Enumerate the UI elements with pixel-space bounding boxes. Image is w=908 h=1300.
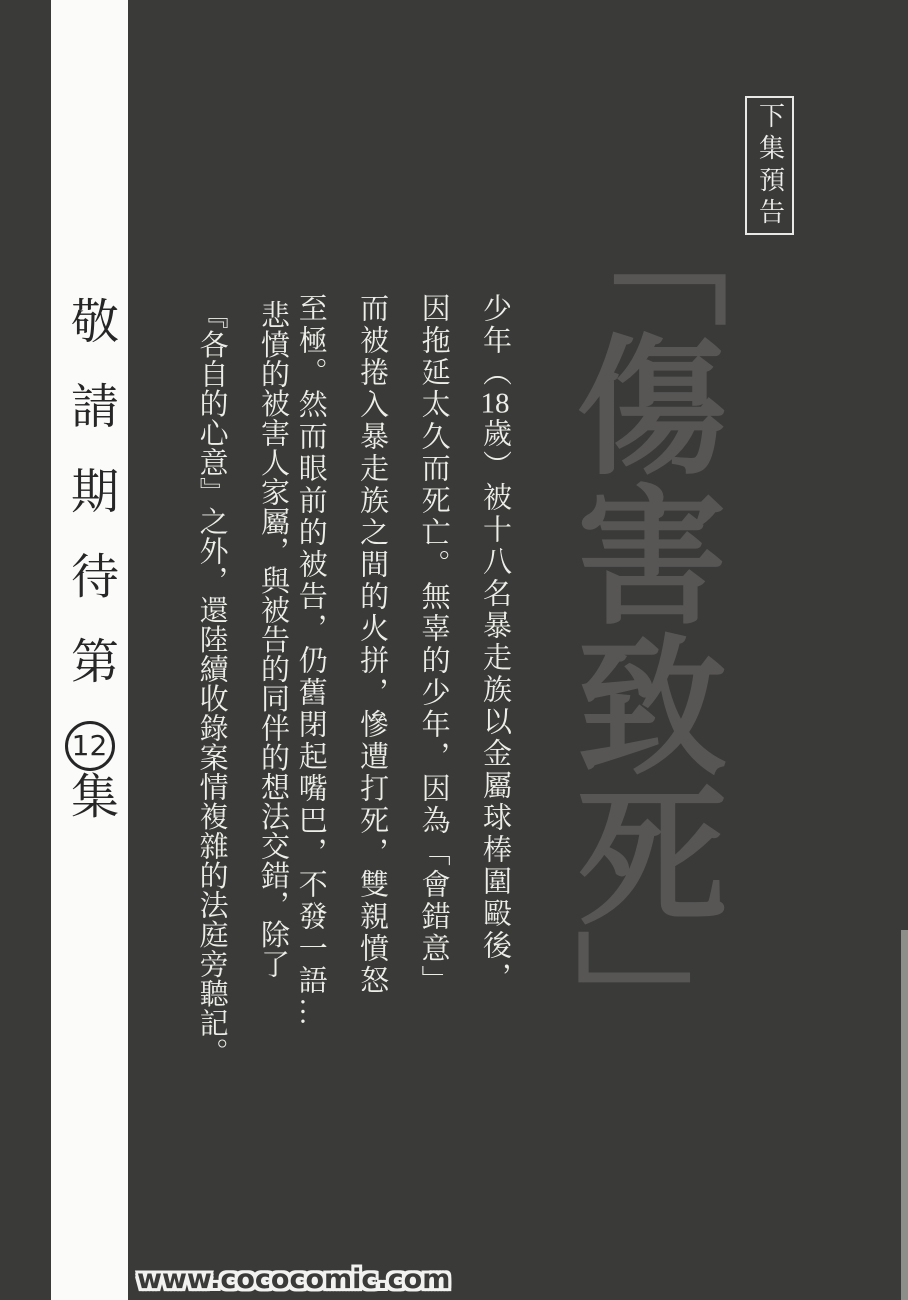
- side-strip: [51, 0, 128, 1300]
- synopsis-column: 悲憤的被害人家屬，與被告的同伴的想法交錯，除了: [257, 300, 289, 979]
- next-volume-title: 「傷害致死」: [554, 178, 720, 1078]
- note-suffix: 集: [63, 771, 117, 856]
- look-forward-note: [65, 296, 115, 856]
- next-volume-preview-label: 下集預告: [755, 101, 785, 230]
- volume-number: 12: [71, 729, 108, 762]
- synopsis-column: 『各自的心意』之外，還陸續收錄案情複雜的法庭旁聽記。: [195, 300, 228, 1067]
- synopsis-paragraph-1: [295, 293, 510, 1193]
- synopsis-column: 少年（18歲）被十八名暴走族以金屬球棒圍毆後，: [479, 293, 511, 994]
- synopsis-paragraph-2: [196, 300, 288, 1250]
- note-prefix: 敬請期待第: [63, 296, 117, 721]
- scan-page-edge: [901, 930, 908, 1300]
- synopsis-column: 而被捲入暴走族之間的火拼，慘遭打死，雙親憤怒: [356, 293, 389, 997]
- synopsis-column: 因拖延太久而死亡。無辜的少年，因為「會錯意」: [417, 293, 450, 997]
- watermark: www.cococomic.com: [137, 1264, 451, 1295]
- next-volume-preview-box: [745, 96, 794, 235]
- volume-number-badge: [65, 721, 115, 771]
- synopsis-column: 至極。然而眼前的被告，仍舊閉起嘴巴，不發一語…: [294, 293, 327, 1029]
